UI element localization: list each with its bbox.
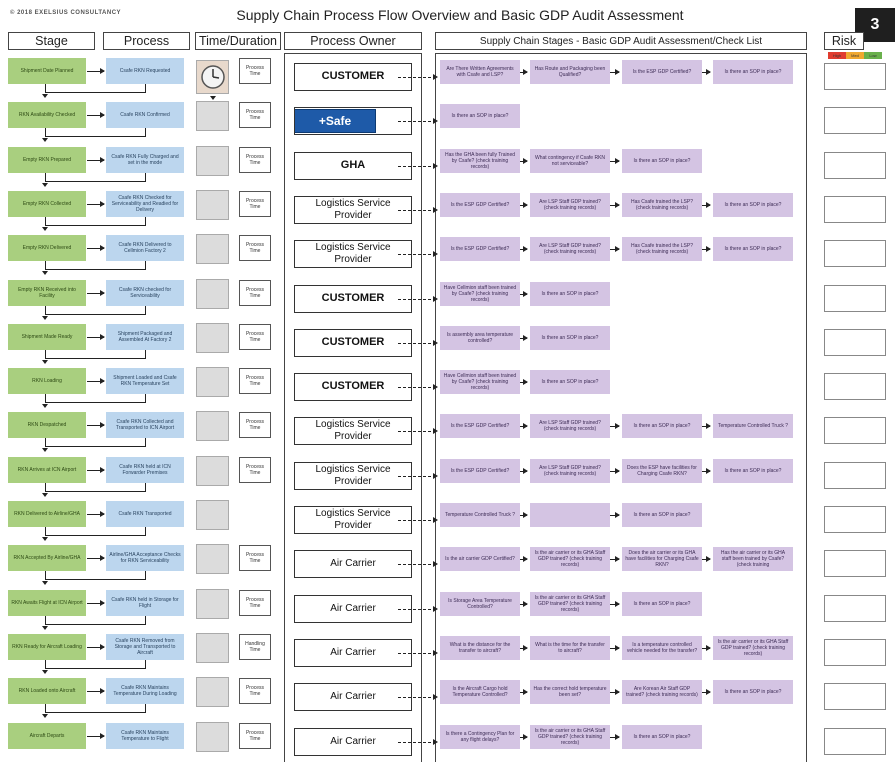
risk-input[interactable]	[824, 152, 886, 179]
flow-connector	[45, 394, 46, 402]
stage-box: RKN Ready for Aircraft Loading	[8, 634, 86, 660]
dashed-arrow	[398, 564, 436, 565]
checklist-item: Temperature Controlled Truck ?	[713, 414, 793, 438]
flow-connector	[45, 314, 145, 315]
flow-connector	[145, 128, 146, 137]
process-box: Csafe RKN Removed from Storage and Transported to Aircraft	[106, 634, 184, 660]
arrow-check-next	[520, 692, 527, 693]
checklist-item: Are LSP Staff GDP trained? (check training records)	[530, 193, 610, 217]
checklist-item: Is there an SOP in place?	[622, 725, 702, 749]
stage-box: Shipment Made Ready	[8, 324, 86, 350]
arrow-stage-to-process	[87, 691, 104, 692]
flow-connector	[45, 624, 145, 625]
risk-key-high: High	[828, 52, 846, 59]
owner-box: Logistics Service Provider	[294, 240, 412, 268]
flow-connector	[45, 173, 46, 181]
checklist-item: Is the ESP GDP Certified?	[440, 459, 520, 483]
process-time-label: Process Time	[239, 147, 271, 173]
stage-box: RKN Accepted By Airline/GHA	[8, 545, 86, 571]
process-time-label: Handling Time	[239, 634, 271, 660]
flow-connector	[145, 438, 146, 447]
checklist-item: Is there an SOP in place?	[530, 282, 610, 306]
arrow-stage-to-process	[87, 248, 104, 249]
arrow-check-next	[520, 471, 527, 472]
arrow-stage-to-process	[87, 337, 104, 338]
process-time-label: Process Time	[239, 235, 271, 261]
process-box: Csafe RKN Transported	[106, 501, 184, 527]
dashed-arrow	[398, 210, 436, 211]
risk-input[interactable]	[824, 683, 886, 710]
arrow-check-next	[520, 249, 527, 250]
arrow-stage-to-process	[87, 558, 104, 559]
process-box: Shipment Packaged and Assembled At Factory 2	[106, 324, 184, 350]
clock-icon	[196, 60, 229, 94]
risk-input[interactable]	[824, 550, 886, 577]
time-box	[196, 544, 229, 574]
stage-box: Empty RKN Collected	[8, 191, 86, 217]
time-box	[196, 146, 229, 176]
flow-connector	[45, 616, 46, 624]
flow-connector	[45, 84, 46, 92]
risk-input[interactable]	[824, 285, 886, 312]
flow-connector	[145, 660, 146, 669]
arrow-check-next	[520, 426, 527, 427]
arrow-check-next	[520, 515, 527, 516]
time-box	[196, 500, 229, 530]
owner-box: Air Carrier	[294, 728, 412, 756]
arrow-check-next	[520, 294, 527, 295]
arrow-stage-to-process	[87, 425, 104, 426]
dashed-arrow	[398, 254, 436, 255]
checklist-item: Is the ESP GDP Certified?	[622, 60, 702, 84]
flow-arrowhead	[42, 537, 48, 541]
checklist-item: Is Storage Area Temperature Controlled?	[440, 592, 520, 616]
stage-box: RKN Awaits Flight at ICN Airport	[8, 590, 86, 616]
flow-connector	[45, 402, 145, 403]
process-time-label: Process Time	[239, 457, 271, 483]
flow-connector	[45, 446, 145, 447]
stage-box: RKN Despatched	[8, 412, 86, 438]
stage-box: RKN Loading	[8, 368, 86, 394]
checklist-item: Are There Written Agreements with Csafe and LSP?	[440, 60, 520, 84]
risk-input[interactable]	[824, 639, 886, 666]
checklist-item: Is the air carrier or its GHA Staff GDP trained? (check training records)	[713, 636, 793, 660]
flow-connector	[45, 704, 46, 712]
flow-connector	[145, 394, 146, 403]
flow-connector	[145, 527, 146, 536]
page-title: Supply Chain Process Flow Overview and Basic GDP Audit Assessment	[236, 7, 684, 23]
owner-box: Logistics Service Provider	[294, 462, 412, 490]
process-box: Csafe RKN Confirmed	[106, 102, 184, 128]
dashed-arrow	[398, 166, 436, 167]
dropdown-arrow	[210, 96, 216, 100]
checklist-item: Are LSP Staff GDP trained? (check training records)	[530, 237, 610, 261]
dashed-arrow	[398, 697, 436, 698]
flow-arrowhead	[42, 360, 48, 364]
stage-box: Empty RKN Received into Facility	[8, 280, 86, 306]
process-box: Csafe RKN Fully Charged and set in the mode	[106, 147, 184, 173]
flow-connector	[145, 306, 146, 315]
process-box: Csafe RKN Collected and Transported to ICN Airport	[106, 412, 184, 438]
top-bar	[0, 0, 895, 28]
arrow-check-next	[520, 559, 527, 560]
checklist-item: Has Csafe trained the LSP? (check training records)	[622, 193, 702, 217]
flow-arrowhead	[42, 138, 48, 142]
process-box: Csafe RKN Maintains Temperature During Loading	[106, 678, 184, 704]
dashed-arrow	[398, 121, 436, 122]
time-box	[196, 589, 229, 619]
process-time-label: Process Time	[239, 723, 271, 749]
risk-input[interactable]	[824, 462, 886, 489]
owner-box: Air Carrier	[294, 639, 412, 667]
stage-box: Empty RKN Delivered	[8, 235, 86, 261]
copyright-text: © 2018 EXELSIUS CONSULTANCY	[10, 10, 122, 16]
arrow-stage-to-process	[87, 514, 104, 515]
flow-connector	[45, 181, 145, 182]
stage-box: Empty RKN Prepared	[8, 147, 86, 173]
arrow-check-next	[610, 648, 619, 649]
checklist-item: Is the ESP GDP Certified?	[440, 193, 520, 217]
process-box: Csafe RKN Requested	[106, 58, 184, 84]
arrow-check-next	[610, 426, 619, 427]
checklist-item: What is the distance for the transfer to aircraft?	[440, 636, 520, 660]
flow-arrowhead	[42, 316, 48, 320]
dashed-arrow	[398, 387, 436, 388]
time-box	[196, 411, 229, 441]
checklist-item	[530, 503, 610, 527]
checklist-item: Is there an SOP in place?	[622, 149, 702, 173]
process-time-label: Process Time	[239, 368, 271, 394]
flow-connector	[45, 491, 145, 492]
flow-connector	[45, 571, 46, 579]
risk-input[interactable]	[824, 240, 886, 267]
flow-connector	[45, 269, 145, 270]
flow-connector	[45, 660, 46, 668]
stage-box: Shipment Date Planned	[8, 58, 86, 84]
checklist-item: Is there an SOP in place?	[713, 237, 793, 261]
flow-arrowhead	[42, 183, 48, 187]
flow-connector	[45, 261, 46, 269]
flow-arrowhead	[42, 404, 48, 408]
flow-arrowhead	[42, 94, 48, 98]
checklist-item: Is the air carrier GDP Certified?	[440, 547, 520, 571]
arrow-check-next	[610, 249, 619, 250]
flow-connector	[45, 483, 46, 491]
checklist-item: Is the ESP GDP Certified?	[440, 414, 520, 438]
dashed-arrow	[398, 520, 436, 521]
flow-connector	[45, 128, 46, 136]
checklist-item: Is the Aircraft Cargo hold Temperature Controlled?	[440, 680, 520, 704]
arrow-check-next	[610, 692, 619, 693]
dashed-arrow	[398, 609, 436, 610]
owner-box: CUSTOMER	[294, 285, 412, 313]
checklist-item: Is there an SOP in place?	[622, 503, 702, 527]
risk-input[interactable]	[824, 196, 886, 223]
checklist-item: Is the air carrier or its GHA Staff GDP trained? (check training records)	[530, 592, 610, 616]
flow-connector	[145, 350, 146, 359]
flow-arrowhead	[42, 493, 48, 497]
risk-key-low: Low	[864, 52, 882, 59]
risk-input[interactable]	[824, 329, 886, 356]
checklist-item: Are LSP Staff GDP trained? (check training records)	[530, 459, 610, 483]
time-box	[196, 190, 229, 220]
arrow-check-next	[520, 604, 527, 605]
flow-connector	[45, 579, 145, 580]
arrow-check-next	[702, 72, 710, 73]
checklist-item: Have Cellmion staff been trained by Csafe? (check training records)	[440, 282, 520, 306]
checklist-item: Is there an SOP in place?	[713, 459, 793, 483]
process-time-label: Process Time	[239, 678, 271, 704]
checklist-item: Is a temperature controlled vehicle needed for the transfer?	[622, 636, 702, 660]
flow-connector	[45, 358, 145, 359]
process-box: Shipment Loaded and Csafe RKN Temperature Set	[106, 368, 184, 394]
flow-connector	[45, 136, 145, 137]
flow-connector	[45, 306, 46, 314]
time-box	[196, 279, 229, 309]
checklist-item: Is there an SOP in place?	[622, 414, 702, 438]
owner-box	[294, 107, 412, 135]
flow-connector	[45, 350, 46, 358]
process-box: Csafe RKN checked for Serviceability	[106, 280, 184, 306]
checklist-item: Are Korean Air Staff GDP trained? (check training records)	[622, 680, 702, 704]
arrow-check-next	[702, 249, 710, 250]
risk-input[interactable]	[824, 728, 886, 755]
flow-arrowhead	[42, 271, 48, 275]
risk-input[interactable]	[824, 63, 886, 90]
checklist-item: Has Csafe trained the LSP? (check training records)	[622, 237, 702, 261]
checklist-item: Is assembly area temperature controlled?	[440, 326, 520, 350]
owner-box: Logistics Service Provider	[294, 196, 412, 224]
flow-connector	[145, 616, 146, 625]
process-time-label: Process Time	[239, 102, 271, 128]
time-box	[196, 367, 229, 397]
checklist-item: What contingency if Csafe RKN not serviceable?	[530, 149, 610, 173]
arrow-check-next	[702, 648, 710, 649]
arrow-check-next	[520, 648, 527, 649]
column-header-process: Process	[103, 32, 190, 50]
arrow-check-next	[520, 737, 527, 738]
flow-arrowhead	[42, 714, 48, 718]
process-time-label: Process Time	[239, 412, 271, 438]
checklist-item: Has the air carrier or its GHA staff been trained by Csafe? (check training	[713, 547, 793, 571]
flow-connector	[145, 84, 146, 93]
risk-input[interactable]	[824, 417, 886, 444]
arrow-check-next	[610, 515, 619, 516]
process-box: Csafe RKN held at ICN Forwarder Premises	[106, 457, 184, 483]
checklist-item: Is the air carrier or its GHA Staff GDP trained? (check training records)	[530, 547, 610, 571]
flow-connector	[45, 527, 46, 535]
process-box: Csafe RKN Checked for Serviceability and Readied for Delivery	[106, 191, 184, 217]
arrow-check-next	[702, 559, 710, 560]
checklist-item: Has the correct hold temperature been set?	[530, 680, 610, 704]
arrow-stage-to-process	[87, 115, 104, 116]
arrow-check-next	[520, 72, 527, 73]
dashed-arrow	[398, 431, 436, 432]
arrow-stage-to-process	[87, 71, 104, 72]
arrow-check-next	[610, 559, 619, 560]
flow-connector	[45, 225, 145, 226]
arrow-stage-to-process	[87, 736, 104, 737]
flow-connector	[145, 217, 146, 226]
dashed-arrow	[398, 653, 436, 654]
checklist-item: Is the air carrier or its GHA Staff GDP trained? (check training records)	[530, 725, 610, 749]
arrow-check-next	[520, 161, 527, 162]
owner-box: CUSTOMER	[294, 63, 412, 91]
arrow-check-next	[702, 426, 710, 427]
column-header-checks: Supply Chain Stages - Basic GDP Audit Assessment/Check List	[435, 32, 807, 50]
dashed-arrow	[398, 77, 436, 78]
process-time-label: Process Time	[239, 58, 271, 84]
time-box	[196, 234, 229, 264]
flow-connector	[145, 483, 146, 492]
checklist-item: Does the air carrier or its GHA have facilities for Charging Csafe RKN?	[622, 547, 702, 571]
checklist-item: Is there an SOP in place?	[713, 60, 793, 84]
column-header-risk: Risk	[824, 32, 864, 50]
arrow-stage-to-process	[87, 204, 104, 205]
process-time-label: Process Time	[239, 324, 271, 350]
flow-connector	[45, 535, 145, 536]
stage-box: RKN Arrives at ICN Airport	[8, 457, 86, 483]
checklist-item: What is the time for the transfer to aircraft?	[530, 636, 610, 660]
owner-box: GHA	[294, 152, 412, 180]
arrow-check-next	[610, 471, 619, 472]
arrow-stage-to-process	[87, 381, 104, 382]
time-box	[196, 456, 229, 486]
checklist-item: Is there a Contingency Plan for any flight delays?	[440, 725, 520, 749]
arrow-check-next	[610, 72, 619, 73]
checklist-item: Is there an SOP in place?	[440, 104, 520, 128]
flow-connector	[145, 261, 146, 270]
arrow-check-next	[610, 161, 619, 162]
time-box	[196, 101, 229, 131]
risk-key	[828, 52, 882, 59]
risk-input[interactable]	[824, 506, 886, 533]
time-box	[196, 323, 229, 353]
owner-box: Logistics Service Provider	[294, 417, 412, 445]
flow-connector	[45, 92, 145, 93]
arrow-check-next	[520, 205, 527, 206]
stage-box: Aircraft Departs	[8, 723, 86, 749]
flow-arrowhead	[42, 448, 48, 452]
process-time-label: Process Time	[239, 545, 271, 571]
arrow-stage-to-process	[87, 293, 104, 294]
arrow-stage-to-process	[87, 603, 104, 604]
dashed-arrow	[398, 742, 436, 743]
time-box	[196, 633, 229, 663]
checklist-item: Temperature Controlled Truck ?	[440, 503, 520, 527]
flow-connector	[45, 712, 145, 713]
flow-arrowhead	[42, 626, 48, 630]
checklist-item: Are LSP Staff GDP trained? (check training records)	[530, 414, 610, 438]
process-box: Csafe RKN held in Storage for Flight	[106, 590, 184, 616]
arrow-stage-to-process	[87, 470, 104, 471]
checklist-item: Has Route and Packaging been Qualified?	[530, 60, 610, 84]
risk-input[interactable]	[824, 107, 886, 134]
flow-connector	[45, 668, 145, 669]
flow-arrowhead	[42, 670, 48, 674]
process-box: Csafe RKN Delivered to Cellmion Factory 2	[106, 235, 184, 261]
flow-arrowhead	[42, 581, 48, 585]
process-time-label: Process Time	[239, 191, 271, 217]
dashed-arrow	[398, 299, 436, 300]
arrow-check-next	[702, 471, 710, 472]
arrow-check-next	[702, 205, 710, 206]
process-box: Airline/GHA Acceptance Checks for RKN Serviceability	[106, 545, 184, 571]
process-time-label: Process Time	[239, 280, 271, 306]
flow-arrowhead	[42, 227, 48, 231]
safe-logo: +Safe	[294, 109, 376, 133]
owner-box: Air Carrier	[294, 683, 412, 711]
checklist-item: Is there an SOP in place?	[713, 193, 793, 217]
arrow-check-next	[702, 692, 710, 693]
stage-box: RKN Delivered to Airline/GHA	[8, 501, 86, 527]
checklist-item: Have Cellmion staff been trained by Csafe? (check training records)	[440, 370, 520, 394]
column-header-time: Time/Duration	[195, 32, 281, 50]
owner-box: Air Carrier	[294, 550, 412, 578]
process-box: Csafe RKN Maintains Temperature to Flight	[106, 723, 184, 749]
checklist-item: Is there an SOP in place?	[530, 326, 610, 350]
arrow-check-next	[610, 737, 619, 738]
arrow-check-next	[520, 338, 527, 339]
flow-connector	[145, 173, 146, 182]
risk-input[interactable]	[824, 373, 886, 400]
owner-box: Air Carrier	[294, 595, 412, 623]
time-box	[196, 677, 229, 707]
checklist-item: Is there an SOP in place?	[530, 370, 610, 394]
arrow-check-next	[610, 604, 619, 605]
owner-box: CUSTOMER	[294, 329, 412, 357]
arrow-stage-to-process	[87, 647, 104, 648]
column-header-owner: Process Owner	[284, 32, 422, 50]
checklist-item: Is there an SOP in place?	[713, 680, 793, 704]
arrow-check-next	[520, 382, 527, 383]
risk-key-med: Med	[846, 52, 864, 59]
flow-connector	[45, 438, 46, 446]
time-box	[196, 722, 229, 752]
column-header-stage: Stage	[8, 32, 95, 50]
checklist-item: Is there an SOP in place?	[622, 592, 702, 616]
dashed-arrow	[398, 343, 436, 344]
owner-box: Logistics Service Provider	[294, 506, 412, 534]
process-time-label: Process Time	[239, 590, 271, 616]
checklist-item: Is the ESP GDP Certified?	[440, 237, 520, 261]
page-number-badge: 3	[855, 8, 895, 42]
checklist-item: Has the GHA been fully Trained by Csafe? (check training records)	[440, 149, 520, 173]
arrow-stage-to-process	[87, 160, 104, 161]
dashed-arrow	[398, 476, 436, 477]
flow-connector	[145, 704, 146, 713]
checklist-item: Does the ESP have facilities for Charging Csafe RKN?	[622, 459, 702, 483]
flow-connector	[45, 217, 46, 225]
risk-input[interactable]	[824, 595, 886, 622]
owner-box: CUSTOMER	[294, 373, 412, 401]
flow-connector	[145, 571, 146, 580]
stage-box: RKN Loaded onto Aircraft	[8, 678, 86, 704]
arrow-check-next	[610, 205, 619, 206]
stage-box: RKN Availability Checked	[8, 102, 86, 128]
